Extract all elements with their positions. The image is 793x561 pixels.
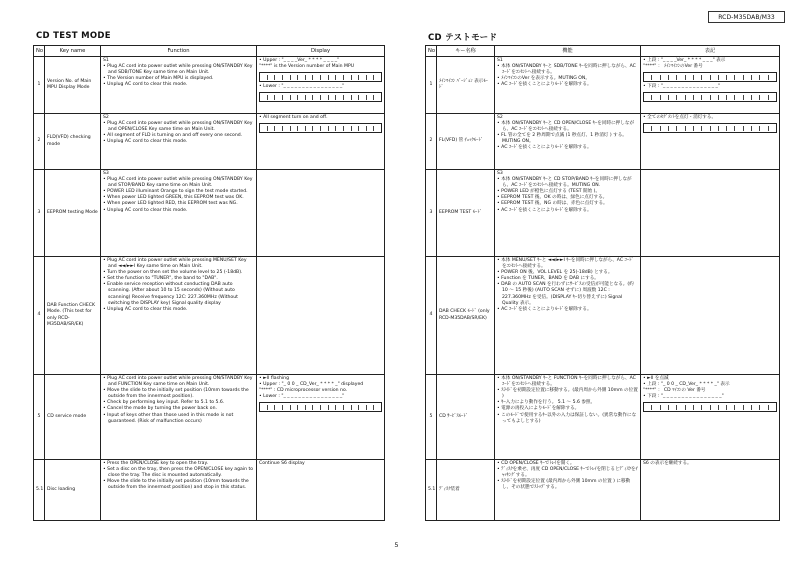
row-number: 4 [34, 257, 45, 375]
key-name: FLD(VFD) checking mode [45, 114, 101, 170]
display-line: • Upper : "_ _ _ _Ver_ * * * * _ _ _ _" [259, 58, 340, 63]
function-step: • Unplug AC cord to clear this mode. [103, 207, 188, 213]
function-step: • Move the slide to the initially set position (10mm towards the outside from the innermost position) and stop in this status. [103, 479, 249, 491]
function-cell [101, 57, 257, 114]
lcd-segment [727, 95, 735, 100]
lcd-segment [374, 405, 381, 410]
lcd-segment [719, 75, 727, 80]
step-label: S2 [103, 115, 109, 120]
lcd-segment [336, 126, 344, 131]
function-step: • Enable service reception without conducting DAB auto scanning. (After about 10 to 15 seconds) (Without auto scanning) Receive frequency 12C: 227.360MHz (Without switching the DISPLAY key) Signal quality display [103, 282, 238, 306]
row-number: 5.1 [34, 460, 45, 521]
function-step: • Press the OPEN/CLOSE key to open the tray. [103, 461, 209, 466]
display-cell [641, 257, 780, 375]
lcd-segment [744, 95, 752, 100]
lcd-segment [298, 126, 306, 131]
lcd-segment [367, 95, 375, 100]
function-step: • EEPROM TEST 後、OK の時は、緑色に点灯する。 [497, 195, 608, 201]
lcd-segment [374, 126, 381, 131]
lcd-segment [669, 405, 677, 410]
display-line: "****" ： CD ﾏｲｺﾝの Ver 番号 [643, 388, 706, 394]
step-label: S1 [103, 58, 109, 63]
function-step: • FL 管の全てを 2 秒周期で点滅 (1 秒点灯、1 秒消灯 ) する。MUTING ON。 [497, 133, 627, 145]
function-step: • Turn the power on then set the volume level to 25 (-18dB). [103, 270, 243, 276]
function-cell [101, 114, 257, 170]
lcd-segment [711, 405, 719, 410]
lcd-segment [260, 95, 268, 100]
table-body-jp [426, 57, 780, 521]
lcd-segment [260, 75, 268, 80]
function-steps [103, 177, 254, 214]
lcd-segment [694, 75, 702, 80]
function-step: • AC ｺｰﾄﾞを抜くことによりﾓｰﾄﾞを解除する。 [497, 82, 592, 88]
lcd-segment [298, 75, 306, 80]
lcd-segment [329, 405, 337, 410]
display-cell [641, 170, 780, 257]
lcd-segment [752, 126, 760, 131]
function-step: • Function を TUNER、BAND を DAB にする。 [497, 276, 599, 282]
function-step: • All segment of FLD is turning on and off every one second. [103, 133, 243, 139]
lcd-segment [298, 405, 306, 410]
header-no: No [34, 46, 45, 57]
lcd-segment [291, 95, 299, 100]
lcd-segment [374, 75, 381, 80]
lcd-segment [661, 75, 669, 80]
page-title-jp: CD テストモード [428, 33, 498, 43]
lcd-segment [352, 75, 360, 80]
lcd-segment [291, 126, 299, 131]
row-number: 5 [426, 375, 437, 460]
lcd-segment [321, 95, 329, 100]
lcd-display-graphic [259, 72, 382, 82]
lcd-segment [283, 126, 291, 131]
test-mode-table-en [33, 45, 385, 521]
lcd-segment [769, 126, 776, 131]
function-steps [103, 258, 254, 313]
function-cell [101, 170, 257, 257]
lcd-segment [760, 126, 768, 131]
lcd-segment [744, 126, 752, 131]
function-step: • Check by performing key input. Refer to 5.1 to 5.6. [103, 400, 225, 406]
row-number: 5 [34, 375, 45, 460]
key-name: FL(VFD) 管 ﾁｪｯｸﾓｰﾄﾞ [437, 114, 495, 170]
display-cell [641, 460, 780, 521]
lcd-segment [268, 126, 276, 131]
function-step: • ｽﾗｲﾄﾞを初期設定位置に移動する。(最内周から外側 10mm の位置 ) [497, 388, 638, 400]
lcd-segment [760, 75, 768, 80]
lcd-segment [283, 95, 291, 100]
function-step: • CD OPEN/CLOSE ｷｰでﾄﾚｲを開く。 [497, 461, 575, 466]
lcd-display-graphic [259, 402, 382, 412]
lcd-segment [669, 126, 677, 131]
display-line: • 下段 : "_ _ _ _ _ _ _ _ _ _ _ _ _ _ _" [643, 84, 720, 90]
lcd-segment [735, 75, 743, 80]
table-row [34, 460, 385, 521]
table-body-en [34, 57, 385, 521]
lcd-segment [268, 75, 276, 80]
lcd-segment [677, 405, 685, 410]
lcd-segment [752, 75, 760, 80]
display-line: • 上段 : "_ _ _ _Ver_ * * * * _ _ _" 表示 [643, 58, 726, 63]
lcd-segment [702, 405, 710, 410]
lcd-segment [719, 405, 727, 410]
display-line: • ►II を点滅 [643, 376, 669, 381]
display-cell [641, 114, 780, 170]
lcd-segment [275, 126, 283, 131]
header-key: Key name [45, 46, 101, 57]
function-step: • Move the slide to the initially set position (10mm towards the outside from the innermost position). [103, 388, 249, 400]
key-name: Disc loading [45, 460, 101, 521]
lcd-segment [644, 405, 652, 410]
row-number: 1 [426, 57, 437, 114]
lcd-segment [769, 75, 776, 80]
lcd-segment [677, 95, 685, 100]
function-step: • Plug AC cord into power outlet while pressing ON/STANDBY Key and OPEN/CLOSE Key same time on Main Unit. [103, 121, 253, 133]
function-steps [103, 376, 254, 425]
function-steps [497, 121, 638, 151]
lcd-segment [727, 126, 735, 131]
lcd-segment [644, 95, 652, 100]
lcd-display-graphic [643, 123, 777, 133]
lcd-segment [727, 405, 735, 410]
function-steps [497, 461, 638, 491]
lcd-display-graphic [259, 123, 382, 133]
lcd-segment [769, 95, 776, 100]
header-no: No [426, 46, 437, 57]
lcd-segment [702, 95, 710, 100]
lcd-segment [352, 95, 360, 100]
function-step: • Plug AC cord into power outlet while pressing ON/STANDBY Key and SDB/TONE Key same time on Main Unit. [103, 64, 253, 76]
lcd-segment [374, 95, 381, 100]
lcd-segment [260, 405, 268, 410]
table-row [34, 114, 385, 170]
lcd-segment [652, 95, 660, 100]
function-step: • ﾒｲﾝﾏｲｺﾝのVer を表示する。MUTING ON。 [497, 76, 590, 82]
lcd-segment [329, 75, 337, 80]
function-step: • Input of keys other than those used in this mode is not guaranteed. (Risk of malfunction occurs) [103, 412, 234, 424]
lcd-segment [686, 126, 694, 131]
display-cell [257, 57, 385, 114]
header-function: Function [101, 46, 257, 57]
lcd-segment [652, 75, 660, 80]
lcd-segment [336, 405, 344, 410]
function-step: • Set the function to "TUNER", the band to "DAB". [103, 276, 218, 282]
function-step: • このﾓｰﾄﾞで使用するｷｰ以外の入力は保証しない。(異常な動作になってもよしとする) [497, 412, 637, 424]
lcd-segment [719, 95, 727, 100]
step-label: S3 [497, 171, 503, 176]
key-name: CD service mode [45, 375, 101, 460]
key-name: DAB Function CHECK Mode. (This test for only RCD-M35DAB/SR/EK) [45, 257, 101, 375]
lcd-segment [344, 405, 352, 410]
display-cell [257, 375, 385, 460]
lcd-segment [344, 75, 352, 80]
lcd-segment [359, 405, 367, 410]
function-cell [495, 460, 641, 521]
lcd-segment [686, 95, 694, 100]
lcd-segment [752, 405, 760, 410]
key-name: EEPROM TEST ﾓｰﾄﾞ [437, 170, 495, 257]
lcd-segment [291, 405, 299, 410]
function-cell [101, 257, 257, 375]
display-line: Continue S6 display [259, 461, 305, 466]
lcd-segment [321, 126, 329, 131]
function-step: • Unplug AC cord to clear this mode. [103, 82, 188, 88]
lcd-segment [313, 95, 321, 100]
function-steps [497, 177, 638, 214]
table-row [34, 57, 385, 114]
lcd-segment [367, 405, 375, 410]
table-row [426, 57, 780, 114]
lcd-segment [306, 75, 314, 80]
lcd-segment [652, 126, 660, 131]
lcd-segment [752, 95, 760, 100]
function-step: • The Version number of Main MPU is displayed. [103, 76, 214, 82]
function-step: • POWER LED illuminant Orange to sign the test mode started. [103, 189, 248, 195]
header-key: キー名称 [437, 46, 495, 57]
table-row [34, 257, 385, 375]
lcd-segment [735, 95, 743, 100]
row-number: 2 [34, 114, 45, 170]
lcd-segment [661, 95, 669, 100]
function-step: • 本体 ON/STANDBY ｷｰと CD STOP/BAND ｷｰを同時に押しながら、AC ｺｰﾄﾞをｺﾝｾﾝﾄへ接続する。MUTING ON. [497, 177, 632, 189]
display-line: • ►II flashing [259, 376, 289, 381]
row-number: 1 [34, 57, 45, 114]
lcd-segment [359, 95, 367, 100]
key-name: CD ｻｰﾋﾞｽﾓｰﾄﾞ [437, 375, 495, 460]
lcd-segment [702, 75, 710, 80]
lcd-segment [677, 75, 685, 80]
lcd-segment [352, 405, 360, 410]
display-line: "****" : CD microprocessor version no. [259, 388, 348, 394]
page-number: 5 [394, 541, 399, 549]
row-number: 3 [34, 170, 45, 257]
lcd-segment [661, 405, 669, 410]
display-line: "****" ： ﾒｲﾝﾏｲｺﾝのVer 番号 [643, 64, 703, 70]
lcd-segment [686, 405, 694, 410]
row-number: 2 [426, 114, 437, 170]
lcd-segment [336, 95, 344, 100]
lcd-segment [760, 95, 768, 100]
lcd-segment [283, 75, 291, 80]
lcd-segment [661, 126, 669, 131]
lcd-segment [744, 75, 752, 80]
lcd-segment [283, 405, 291, 410]
lcd-segment [694, 126, 702, 131]
function-step: • 本体 MENU/SET ｷｰと ◄◄/►►I ｷｰを同時に押しながら、AC ｺｰﾄﾞをｺﾝｾﾝﾄへ接続する。 [497, 258, 634, 270]
lcd-segment [313, 126, 321, 131]
step-label: S2 [497, 115, 503, 120]
function-step: • EEPROM TEST 後、NG の時は、赤色に点灯する。 [497, 201, 608, 207]
display-cell [257, 257, 385, 375]
key-name: EEPROM testing Mode [45, 170, 101, 257]
function-step: • Set a disc on the tray, then press the OPEN/CLOSE key again to close the tray. The disc is mounted automatically. [103, 467, 254, 479]
function-step: • Unplug AC cord to clear this mode. [103, 139, 188, 145]
function-step: • DAB の AUTO SCAN を行わずにｻｰﾋﾞｽの受信が可能となる。(約 10 ～ 15 秒後) (AUTO SCAN せずに) 周波数 12C : 227.360MHz を受信。(DISPLAY ｷｰ切り替えずに) Signal Quality 表示。 [497, 282, 634, 306]
lcd-segment [268, 405, 276, 410]
function-step: • ﾃﾞｨｽｸを乗せ、再度 CD OPEN/CLOSE ｷｰでﾄﾚｲを閉じるとﾃﾞｨｽｸをﾁｬｯｷﾝｸﾞする。 [497, 467, 638, 479]
display-line: • Lower : "_ _ _ _ _ _ _ _ _ _ _ _ _ _ _ _" [259, 394, 345, 400]
function-step: • 電源の再投入によりﾓｰﾄﾞを解除する。 [497, 406, 580, 412]
function-step: • 本体 ON/STANDBY ｷｰと SDB/TONE ｷｰを同時に押しながら、AC ｺｰﾄﾞをｺﾝｾﾝﾄへ接続する。 [497, 64, 636, 76]
lcd-segment [669, 95, 677, 100]
lcd-segment [268, 95, 276, 100]
model-label: RCD-M35DAB/M33 [708, 11, 785, 23]
lcd-segment [702, 126, 710, 131]
lcd-segment [298, 95, 306, 100]
display-line: • 下段 : "_ _ _ _ _ _ _ _ _ _ _ _ _ _ _ _" [643, 394, 724, 400]
display-line: S6 の表示を継続する。 [643, 461, 692, 466]
function-cell [495, 375, 641, 460]
lcd-segment [352, 126, 360, 131]
lcd-segment [359, 126, 367, 131]
table-row [426, 460, 780, 521]
lcd-segment [275, 75, 283, 80]
lcd-segment [711, 95, 719, 100]
lcd-segment [735, 126, 743, 131]
function-step: • AC ｺｰﾄﾞを抜くことによりﾓｰﾄﾞを解除する。 [497, 145, 592, 151]
header-display: 表記 [641, 46, 780, 57]
lcd-segment [367, 126, 375, 131]
lcd-segment [329, 95, 337, 100]
function-step: • ｽﾗｲﾄﾞを初期設定位置 (最内周から外側 10mm の位置 ) に移動し、その状態でｽﾄｯﾌﾟする。 [497, 479, 631, 491]
display-cell [641, 57, 780, 114]
lcd-segment [711, 75, 719, 80]
lcd-segment [359, 75, 367, 80]
lcd-segment [291, 75, 299, 80]
function-step: • Plug AC cord into power outlet while pressing ON/STANDBY Key and STOP/BAND Key same time on Main Unit. [103, 177, 253, 189]
table-row [34, 375, 385, 460]
lcd-segment [644, 75, 652, 80]
function-cell [495, 257, 641, 375]
lcd-segment [260, 126, 268, 131]
step-label: S1 [497, 58, 503, 63]
lcd-segment [321, 405, 329, 410]
function-step: • 本体 ON/STANDBY ｷｰと CD OPEN/CLOSE ｷｰを同時に押しながら、AC ｺｰﾄﾞをｺﾝｾﾝﾄへ接続する。 [497, 121, 635, 133]
table-row [426, 114, 780, 170]
lcd-segment [719, 126, 727, 131]
key-name: Version No. of Main MPU Display Mode [45, 57, 101, 114]
display-line: "****" is the Version number of Main MPU [259, 64, 355, 70]
lcd-segment [686, 75, 694, 80]
key-name: DAB CHECK ﾓｰﾄﾞ (only RCD-M35DAB/SR/EK) [437, 257, 495, 375]
function-steps [103, 461, 254, 491]
display-cell [257, 114, 385, 170]
function-step: • AC ｺｰﾄﾞを抜くことによりﾓｰﾄﾞを解除する。 [497, 207, 592, 213]
display-cell [257, 170, 385, 257]
display-line: • 上段 : "_ 0 0 _ CD_Ver_ * * * * _" 表示 [643, 382, 730, 388]
display-line: • 全てのｾｸﾞﾒﾝﾄを点灯・消灯する。 [643, 115, 717, 120]
lcd-display-graphic [643, 402, 777, 412]
test-mode-table-jp [425, 45, 780, 521]
lcd-segment [652, 405, 660, 410]
lcd-segment [313, 405, 321, 410]
function-step: • When power LED lighted GREEN, this EEPROM test was OK. [103, 195, 244, 201]
function-cell [495, 170, 641, 257]
display-line: • All segment turn on and off. [259, 115, 328, 120]
lcd-segment [760, 405, 768, 410]
lcd-segment [336, 75, 344, 80]
lcd-segment [306, 405, 314, 410]
page-title-en: CD TEST MODE [36, 31, 111, 41]
lcd-segment [344, 95, 352, 100]
function-steps [497, 376, 638, 425]
function-step: • 本体 ON/STANDBY ｷｰと FUNCTION ｷｰを同時に押しながら、AC ｺｰﾄﾞをｺﾝｾﾝﾄへ接続する。 [497, 376, 636, 388]
table-row [426, 257, 780, 375]
function-step: • POWER LED が橙色に点灯する (TEST 開始 )。 [497, 189, 601, 195]
function-steps [103, 64, 254, 88]
display-line: • Lower : "_ _ _ _ _ _ _ _ _ _ _ _ _ _ _ _" [259, 84, 345, 90]
function-steps [103, 121, 254, 145]
function-step: • Cancel the mode by turning the power back on. [103, 406, 217, 412]
function-cell [101, 375, 257, 460]
display-line: • Upper : "_ 0 0 _ CD_Ver_ * * * * _" displayed [259, 382, 364, 388]
lcd-display-graphic [643, 72, 777, 82]
row-number: 5.1 [426, 460, 437, 521]
lcd-segment [306, 95, 314, 100]
function-steps [497, 258, 638, 313]
table-row [426, 170, 780, 257]
function-cell [101, 460, 257, 521]
lcd-segment [367, 75, 375, 80]
display-cell [641, 375, 780, 460]
lcd-segment [321, 75, 329, 80]
lcd-segment [306, 126, 314, 131]
function-step: • When power LED lighted RED, this EEPROM test was NG. [103, 201, 238, 207]
lcd-display-graphic [259, 92, 382, 102]
lcd-segment [744, 405, 752, 410]
function-step: • Unplug AC cord to clear this mode. [103, 306, 188, 312]
header-function: 機能 [495, 46, 641, 57]
lcd-segment [644, 126, 652, 131]
lcd-segment [727, 75, 735, 80]
table-row [426, 375, 780, 460]
lcd-segment [275, 95, 283, 100]
lcd-segment [694, 95, 702, 100]
lcd-segment [669, 75, 677, 80]
function-cell [495, 114, 641, 170]
lcd-segment [694, 405, 702, 410]
step-label: S3 [103, 171, 109, 176]
header-display: Display [257, 46, 385, 57]
key-name: ﾒｲﾝﾏｲｺﾝ ﾊﾞｰｼﾞｮﾝ 表示ﾓｰﾄﾞ [437, 57, 495, 114]
lcd-display-graphic [643, 92, 777, 102]
lcd-segment [313, 75, 321, 80]
function-step: • AC ｺｰﾄﾞを抜くことによりﾓｰﾄﾞを解除する。 [497, 306, 592, 312]
function-step: • Plug AC cord into power outlet while pressing MENU/SET Key and ◄◄/►►I Key same time on Main Unit. [103, 258, 247, 270]
key-name: ﾃﾞｨｽｸ装着 [437, 460, 495, 521]
table-row [34, 170, 385, 257]
lcd-segment [769, 405, 776, 410]
function-step: • POWER ON 後、VOL LEVEL を 25(-18dB) とする。 [497, 270, 613, 276]
lcd-segment [344, 126, 352, 131]
lcd-segment [329, 126, 337, 131]
row-number: 4 [426, 257, 437, 375]
lcd-segment [275, 405, 283, 410]
function-cell [495, 57, 641, 114]
function-step: • Plug AC cord into power outlet while pressing ON/STANDBY Key and FUNCTION Key same time on Main Unit. [103, 376, 253, 388]
function-steps [497, 64, 638, 88]
function-step: • ｷｰ入力により動作を行う。 5.1 ～ 5.6 参照。 [497, 400, 596, 406]
lcd-segment [735, 405, 743, 410]
lcd-segment [711, 126, 719, 131]
display-cell [257, 460, 385, 521]
row-number: 3 [426, 170, 437, 257]
lcd-segment [677, 126, 685, 131]
